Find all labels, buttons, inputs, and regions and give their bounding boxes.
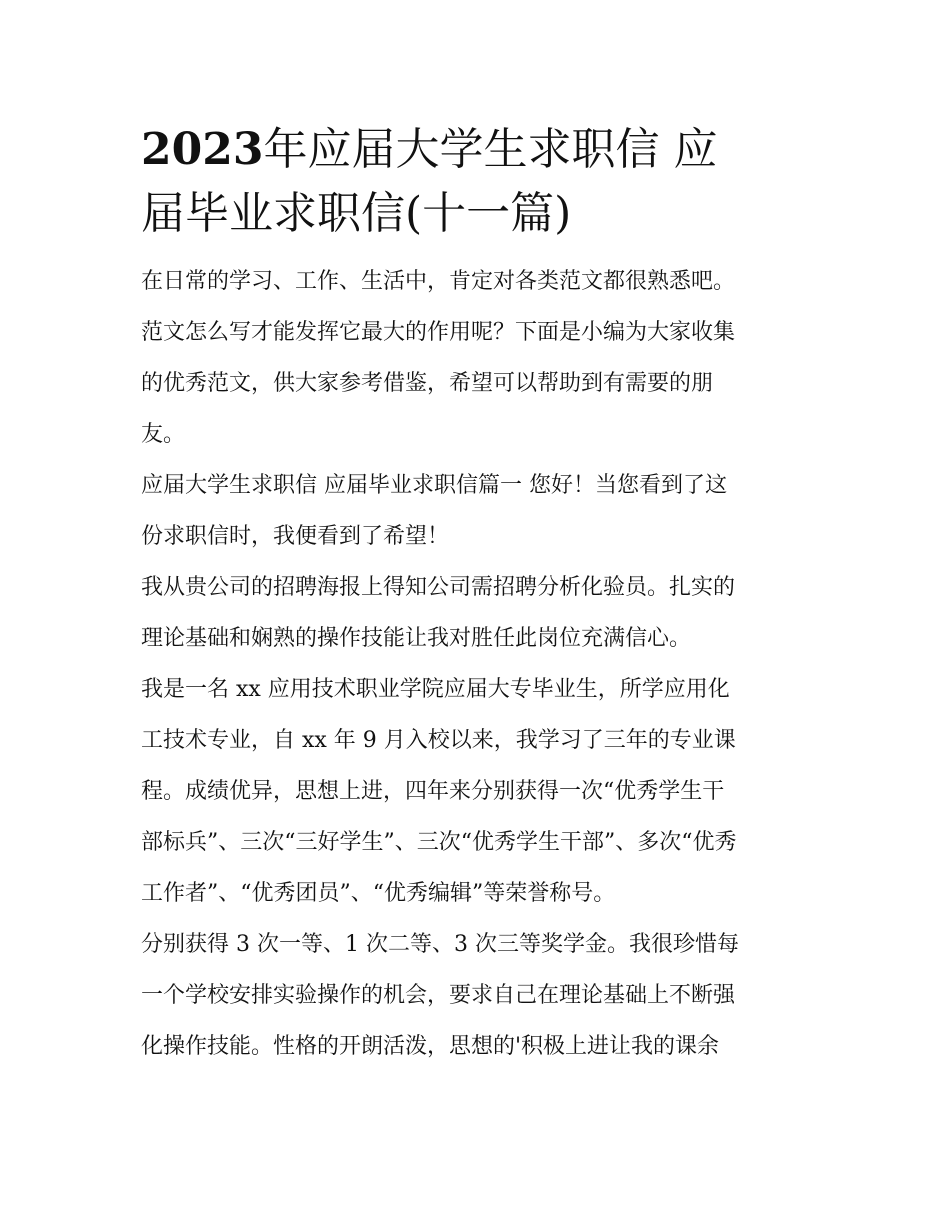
- title-line: [141, 118, 821, 182]
- text-line: 份求职信时，我便看到了希望！: [141, 524, 450, 549]
- paragraph-awards: [141, 919, 821, 1072]
- text-line: 我从贵公司的招聘海报上得知公司需招聘分析化验员。扎实的: [141, 575, 736, 600]
- title-year: 2023: [141, 124, 264, 175]
- document-content: [141, 118, 821, 1072]
- text-line: 的优秀范文，供大家参考借鉴，希望可以帮助到有需要的朋: [141, 371, 714, 396]
- paragraph-greeting: [141, 460, 821, 562]
- text-line: 程。成绩优异，思想上进，四年来分别获得一次“优秀学生干: [141, 779, 725, 804]
- text-line: 我是一名 xx 应用技术职业学院应届大专毕业生，所学应用化: [141, 677, 730, 702]
- paragraph-intro: [141, 256, 821, 460]
- text-line: 一个学校安排实验操作的机会，要求自己在理论基础上不断强: [141, 983, 736, 1008]
- text-line: 在日常的学习、工作、生活中，肯定对各类范文都很熟悉吧。: [141, 269, 736, 294]
- title-text: 年应届大学生求职信 应: [263, 124, 718, 175]
- text-line: 工技术专业，自 xx 年 9 月入校以来，我学习了三年的专业课: [141, 728, 736, 753]
- paragraph-background: [141, 664, 821, 919]
- text-line: 部标兵”、三次“三好学生”、三次“优秀学生干部”、多次“优秀: [141, 830, 737, 855]
- text-line: 理论基础和娴熟的操作技能让我对胜任此岗位充满信心。: [141, 626, 692, 651]
- paragraph-position: [141, 562, 821, 664]
- text-line: 工作者”、“优秀团员”、“优秀编辑”等荣誉称号。: [141, 881, 616, 906]
- text-line: 化操作技能。性格的开朗活泼，思想的'积极上进让我的课余: [141, 1034, 720, 1059]
- text-line: 范文怎么写才能发挥它最大的作用呢？下面是小编为大家收集: [141, 320, 736, 345]
- title-text: 届毕业求职信(十一篇): [141, 188, 572, 239]
- document-title: [141, 118, 821, 246]
- body-text: [141, 256, 821, 1072]
- text-line: 友。: [141, 422, 186, 447]
- title-line: [141, 182, 821, 246]
- text-line: 应届大学生求职信 应届毕业求职信篇一 您好！当您看到了这: [141, 473, 727, 498]
- text-line: 分别获得 3 次一等、1 次二等、3 次三等奖学金。我很珍惜每: [141, 932, 739, 957]
